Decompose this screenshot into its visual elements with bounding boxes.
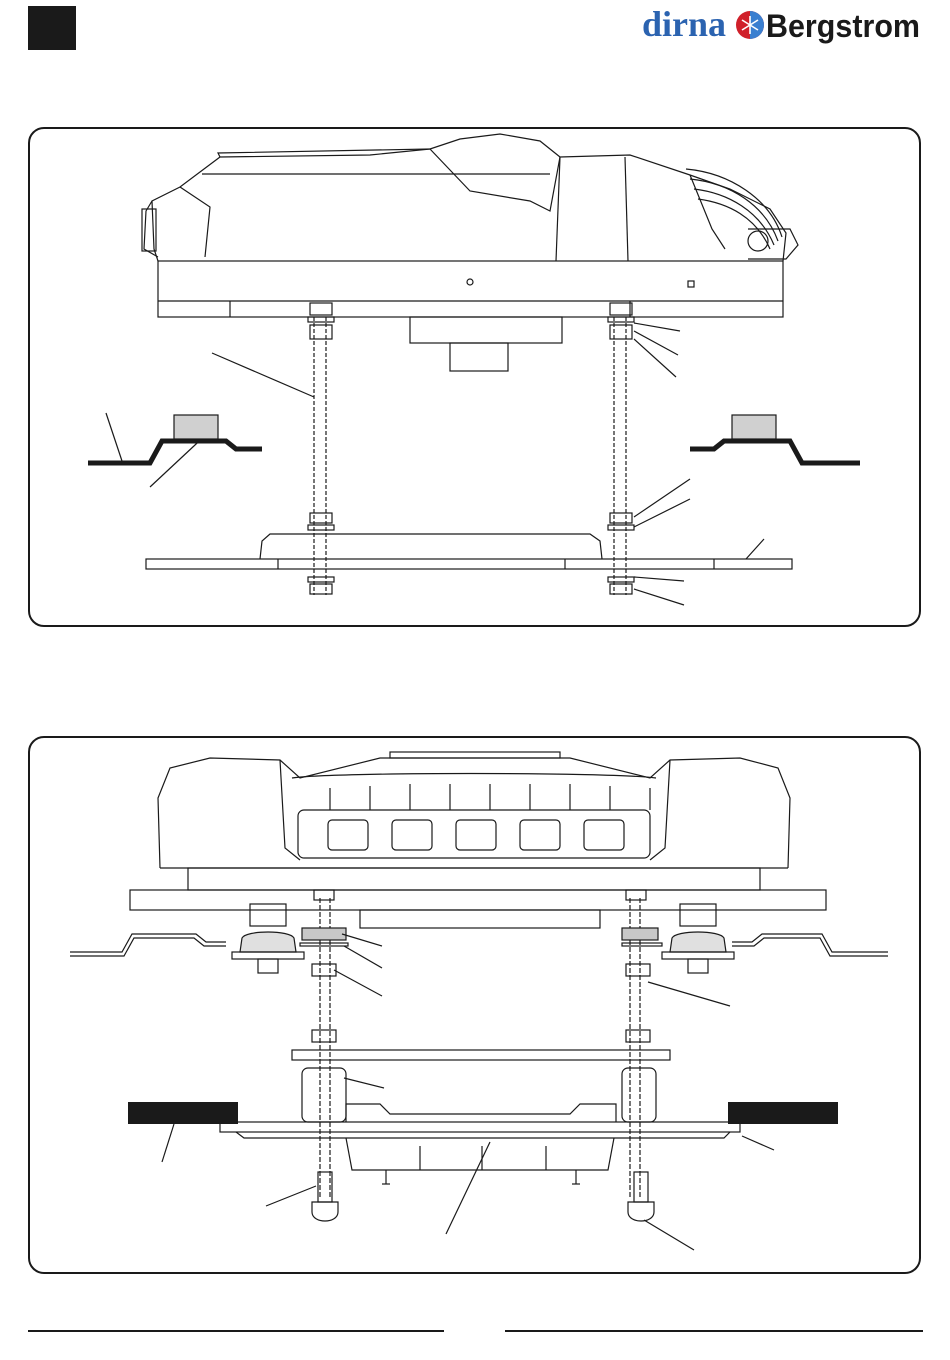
footer-rule-right <box>505 1330 923 1332</box>
figure-panel-bottom <box>28 736 921 1274</box>
threaded-rod-left <box>300 890 348 1198</box>
brand-logo <box>640 2 925 48</box>
roof-section-right <box>728 1102 838 1124</box>
threaded-rod-right <box>622 890 662 1198</box>
rubber-mount-left <box>232 904 304 973</box>
side-bracket-right <box>732 934 888 956</box>
mounting-screw-right <box>628 1172 654 1221</box>
snowflake-sun-emblem-icon <box>736 11 764 39</box>
threaded-rod-left <box>308 303 334 595</box>
roof-profile-right <box>690 415 860 463</box>
roof-section-left <box>128 1102 238 1124</box>
footer-rule-left <box>28 1330 444 1332</box>
mounting-screw-left <box>312 1172 338 1221</box>
exploded-side-view-diagram <box>30 129 919 625</box>
small-screws <box>382 1170 580 1184</box>
roof-unit-body <box>142 134 798 317</box>
page-marker-block <box>28 6 76 50</box>
threaded-rod-right <box>608 303 634 595</box>
upper-frame-plate <box>292 1050 670 1060</box>
callout-leader-lines <box>106 323 764 605</box>
callout-leader-lines <box>162 934 774 1250</box>
brand-name-bergstrom: Bergstrom <box>766 8 920 44</box>
roof-panel-section <box>220 1104 740 1138</box>
brand-name-dirna: dirna <box>642 4 727 44</box>
rubber-mount-right <box>662 904 734 973</box>
roof-unit-front-body <box>130 752 826 928</box>
figure-panel-top <box>28 127 921 627</box>
side-bracket-left <box>70 934 226 956</box>
interior-frame <box>346 1138 614 1170</box>
mounting-frame <box>146 534 792 569</box>
exploded-front-view-diagram <box>30 738 919 1272</box>
center-housing <box>410 317 562 371</box>
